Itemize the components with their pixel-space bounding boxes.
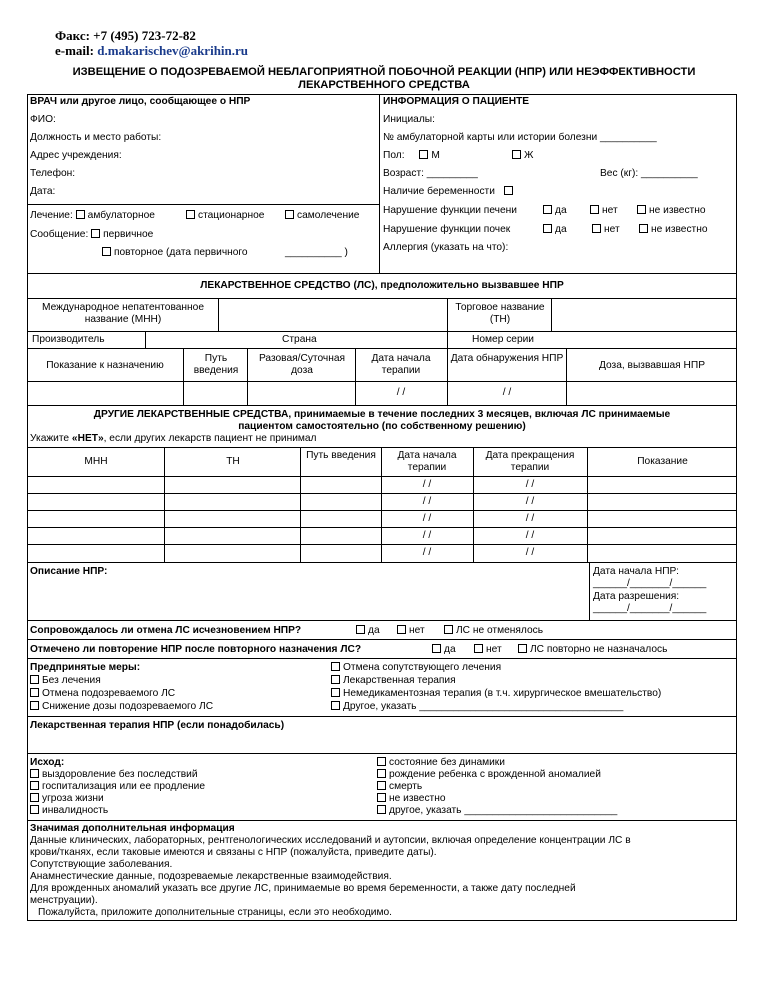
divider [589, 562, 590, 620]
npr-start-label: Дата начала НПР: [593, 566, 679, 577]
email-line [55, 43, 248, 59]
col-inn: МНН [84, 456, 108, 467]
therapy-heading: Лекарственная терапия НПР (если понадобилась) [30, 720, 285, 731]
detect-date-label: Дата обнаружения НПР [450, 353, 564, 364]
kidney-unknown [639, 224, 708, 235]
divider [379, 94, 380, 273]
withdrawal-no [397, 625, 425, 636]
outcome-label: состояние без динамики [389, 757, 505, 768]
trade-name-label: Торговое название (ТН) [455, 302, 545, 325]
checkbox-liver-yes[interactable] [543, 205, 552, 214]
checkbox-measure[interactable] [30, 688, 39, 697]
checkbox-outcome[interactable] [377, 757, 386, 766]
patient-sex-row [383, 150, 440, 161]
reporter-date-field[interactable]: Дата: [30, 186, 56, 197]
divider [27, 510, 737, 511]
row5-start[interactable]: / / [422, 547, 432, 558]
outcome-item [377, 793, 446, 804]
additional-line: Данные клинических, лабораторных, рентгенологических исследований и аутопсии, включая определение концентрации ЛС в [30, 835, 631, 846]
repeat-not-repeated-label: ЛС повторно не назначалось [530, 644, 668, 655]
npr-resolve-label: Дата разрешения: [593, 591, 680, 602]
kidney-label: Нарушение функции почек [383, 224, 511, 235]
measure-label: Лекарственная терапия [343, 675, 456, 686]
liver-unknown-label: не известно [649, 205, 706, 216]
treatment-label: Лечение: [30, 210, 73, 221]
outcome-item [30, 781, 205, 792]
treatment-inpatient-label: стационарное [198, 210, 265, 221]
checkbox-male[interactable] [419, 150, 428, 159]
checkbox-repeat-not-repeated[interactable] [518, 644, 527, 653]
treatment-self [285, 210, 359, 221]
col-stop: Дата прекращения терапии [485, 450, 575, 473]
start-date-label: Дата начала терапии [371, 353, 431, 376]
other-drugs-heading-2: пациентом самостоятельно (по собственному решению) [238, 421, 526, 432]
additional-line: крови/тканях, если таковые имеются и связаны с НПР (пожалуйста, приведите даты). [30, 847, 437, 858]
checkbox-liver-unknown[interactable] [637, 205, 646, 214]
row3-stop[interactable]: / / [525, 513, 535, 524]
withdrawal-not-cancelled-label: ЛС не отменялось [456, 625, 544, 636]
kidney-yes-label: да [555, 224, 567, 235]
reporter-fio-field[interactable]: ФИО: [30, 114, 56, 125]
form-title-line2: ЛЕКАРСТВЕННОГО СРЕДСТВА [298, 79, 470, 91]
checkbox-outcome[interactable] [377, 769, 386, 778]
row2-stop[interactable]: / / [525, 496, 535, 507]
checkbox-repeat-yes[interactable] [432, 644, 441, 653]
repeat-no-label: нет [486, 644, 502, 655]
reporter-address-field[interactable]: Адрес учреждения: [30, 150, 122, 161]
checkbox-measure[interactable] [30, 675, 39, 684]
message-primary-label: первичное [103, 229, 154, 240]
checkbox-outcome[interactable] [377, 781, 386, 790]
route-label: Путь введения [193, 353, 239, 376]
divider [473, 447, 474, 562]
checkbox-measure[interactable] [331, 701, 340, 710]
outcome-item [377, 769, 601, 780]
batch-label: Номер серии [472, 334, 534, 345]
liver-no [590, 205, 618, 216]
checkbox-withdrawal-yes[interactable] [356, 625, 365, 634]
divider [27, 348, 737, 349]
patient-card-field[interactable]: № амбулаторной карты или истории болезни __________ [383, 132, 657, 143]
description-label: Описание НПР: [30, 566, 108, 577]
treatment-outpatient-label: амбулаторное [87, 210, 155, 221]
sex-female-label: Ж [524, 150, 534, 161]
divider [27, 620, 737, 621]
withdrawal-question: Сопровождалось ли отмена ЛС исчезновением НПР? [30, 625, 302, 636]
message-repeat [102, 247, 248, 258]
checkbox-outcome[interactable] [30, 769, 39, 778]
checkbox-pregnancy[interactable] [504, 186, 513, 195]
measure-label: Немедикаментозная терапия (в т.ч. хирургическое вмешательство) [343, 688, 662, 699]
kidney-yes [543, 224, 567, 235]
divider [447, 331, 448, 348]
additional-heading: Значимая дополнительная информация [30, 823, 235, 834]
liver-label: Нарушение функции печени [383, 205, 517, 216]
measure-item [331, 701, 623, 712]
divider [551, 298, 552, 331]
reporter-phone-field[interactable]: Телефон: [30, 168, 76, 179]
measure-label: Отмена сопутствующего лечения [343, 662, 502, 673]
checkbox-self-treatment[interactable] [285, 210, 294, 219]
outcome-label: рождение ребенка с врожденной аномалией [389, 769, 601, 780]
measure-item [331, 675, 456, 686]
divider [27, 753, 737, 754]
checkbox-kidney-yes[interactable] [543, 224, 552, 233]
checkbox-repeat-no[interactable] [474, 644, 483, 653]
divider [164, 447, 165, 562]
liver-no-label: нет [602, 205, 618, 216]
col-indication: Показание [637, 456, 688, 467]
note-prefix: Укажите [30, 433, 72, 444]
col-route: Путь введения [306, 450, 376, 461]
outcome-item [377, 757, 505, 768]
measure-item [30, 675, 101, 686]
liver-unknown [637, 205, 706, 216]
checkbox-outcome[interactable] [377, 793, 386, 802]
outcome-label: другое, указать ___________________________ [389, 805, 618, 816]
repeat-no [474, 644, 502, 655]
message-repeat-date[interactable]: __________ ) [285, 247, 348, 258]
divider [218, 298, 219, 331]
dose-npr-label: Доза, вызвавшая НПР [598, 360, 705, 371]
sex-label: Пол: [383, 150, 405, 161]
divider [27, 447, 737, 448]
kidney-no-label: нет [604, 224, 620, 235]
checkbox-outpatient[interactable] [76, 210, 85, 219]
patient-weight-field[interactable]: Вес (кг): __________ [600, 168, 698, 179]
email-link[interactable]: d.makarischev@akrihin.ru [97, 43, 249, 58]
detect-date-slashes[interactable]: / / [502, 387, 512, 398]
col-trade: ТН [226, 456, 240, 467]
other-drugs-heading-1: ДРУГИЕ ЛЕКАРСТВЕННЫЕ СРЕДСТВА, принимаемые в течение последних 3 месяцев, включая ЛС принимаемые [93, 409, 671, 420]
repeat-yes [432, 644, 456, 655]
row1-start[interactable]: / / [422, 479, 432, 490]
col-start: Дата начала терапии [397, 450, 457, 473]
note-none: «НЕТ» [71, 433, 104, 444]
checkbox-measure[interactable] [331, 675, 340, 684]
checkbox-primary[interactable] [91, 229, 100, 238]
inn-label: Международное непатентованное название (МНН) [42, 302, 204, 325]
kidney-unknown-label: не известно [651, 224, 708, 235]
row5-stop[interactable]: / / [525, 547, 535, 558]
additional-line: Сопутствующие заболевания. [30, 859, 173, 870]
sex-male-label: М [431, 150, 440, 161]
withdrawal-yes [356, 625, 380, 636]
npr-start-field[interactable]: ______/_______/______ [593, 578, 707, 589]
reporter-position-field[interactable]: Должность и место работы: [30, 132, 162, 143]
row2-start[interactable]: / / [422, 496, 432, 507]
divider [27, 639, 737, 640]
divider [27, 820, 737, 821]
outcome-item [377, 805, 617, 816]
dose-label: Разовая/Суточная доза [258, 353, 346, 376]
country-label: Страна [282, 334, 317, 345]
checkbox-female[interactable] [512, 150, 521, 159]
row1-stop[interactable]: / / [525, 479, 535, 490]
measure-label: Снижение дозы подозреваемого ЛС [42, 701, 214, 712]
fax-number: Факс: +7 (495) 723-72-82 [55, 28, 196, 43]
outcome-item [30, 769, 198, 780]
divider [27, 527, 737, 528]
checkbox-measure[interactable] [331, 688, 340, 697]
withdrawal-not-cancelled [444, 625, 543, 636]
other-drugs-note [30, 433, 317, 444]
divider [566, 348, 567, 405]
outcome-label: выздоровление без последствий [42, 769, 198, 780]
divider [447, 298, 448, 331]
message-label: Сообщение: [30, 229, 89, 240]
outcome-item [30, 805, 108, 816]
divider [27, 331, 737, 332]
pregnancy-row [383, 186, 516, 197]
divider [27, 562, 737, 563]
outcome-label: смерть [389, 781, 423, 792]
additional-line: Для врожденных аномалий указать все другие ЛС, принимаемые во время беременности, а также дату последней [30, 883, 576, 894]
checkbox-measure[interactable] [30, 701, 39, 710]
repeat-yes-label: да [444, 644, 456, 655]
treatment-self-label: самолечение [297, 210, 360, 221]
npr-resolve-field[interactable]: ______/_______/______ [593, 603, 707, 614]
divider [27, 405, 737, 406]
additional-line: Пожалуйста, приложите дополнительные страницы, если это необходимо. [38, 907, 392, 918]
divider [300, 447, 301, 562]
patient-initials-field[interactable]: Инициалы: [383, 114, 435, 125]
divider [145, 331, 146, 348]
row3-start[interactable]: / / [422, 513, 432, 524]
additional-line: Анамнестические данные, подозреваемые лекарственные взаимодействия. [30, 871, 392, 882]
manufacturer-label: Производитель [32, 334, 105, 345]
divider [381, 447, 382, 562]
note-suffix: , если других лекарств пациент не принимал [103, 433, 317, 444]
kidney-no [592, 224, 620, 235]
divider [587, 447, 588, 562]
allergy-field[interactable]: Аллергия (указать на что): [383, 242, 509, 253]
divider [27, 493, 737, 494]
indication-label: Показание к назначению [46, 360, 164, 371]
measure-item [331, 688, 661, 699]
withdrawal-no-label: нет [409, 625, 425, 636]
additional-line: менструации). [30, 895, 98, 906]
divider [27, 204, 379, 205]
repeat-not-repeated [518, 644, 667, 655]
divider [27, 381, 737, 382]
patient-heading: ИНФОРМАЦИЯ О ПАЦИЕНТЕ [383, 96, 530, 107]
measure-label: Отмена подозреваемого ЛС [42, 688, 176, 699]
checkbox-withdrawal-not-cancelled[interactable] [444, 625, 453, 634]
checkbox-kidney-unknown[interactable] [639, 224, 648, 233]
form-title-line1: ИЗВЕЩЕНИЕ О ПОДОЗРЕВАЕМОЙ НЕБЛАГОПРИЯТНОЙ ПОБОЧНОЙ РЕАКЦИИ (НПР) ИЛИ НЕЭФФЕКТИВНОСТИ [72, 66, 696, 78]
repeat-question: Отмечено ли повторение НПР после повторного назначения ЛС? [30, 644, 362, 655]
email-label: e-mail: [55, 43, 94, 58]
checkbox-outcome[interactable] [30, 793, 39, 802]
pregnancy-label: Наличие беременности [383, 186, 495, 197]
measure-item [30, 688, 175, 699]
checkbox-liver-no[interactable] [590, 205, 599, 214]
measure-item [331, 662, 501, 673]
treatment-row [30, 210, 155, 221]
divider [27, 273, 737, 274]
treatment-inpatient [186, 210, 264, 221]
checkbox-repeat[interactable] [102, 247, 111, 256]
liver-yes [543, 205, 567, 216]
patient-age-field[interactable]: Возраст: _________ [383, 168, 478, 179]
measures-heading: Предпринятые меры: [30, 662, 141, 673]
divider [27, 716, 737, 717]
checkbox-withdrawal-no[interactable] [397, 625, 406, 634]
checkbox-outcome[interactable] [30, 781, 39, 790]
outcome-label: не известно [389, 793, 446, 804]
divider [27, 476, 737, 477]
divider [447, 348, 448, 405]
checkbox-kidney-no[interactable] [592, 224, 601, 233]
checkbox-inpatient[interactable] [186, 210, 195, 219]
checkbox-outcome[interactable] [30, 805, 39, 814]
divider [183, 348, 184, 405]
measure-item [30, 701, 213, 712]
start-date-slashes[interactable]: / / [396, 387, 406, 398]
withdrawal-yes-label: да [368, 625, 380, 636]
message-repeat-label: повторное (дата первичного [114, 247, 248, 258]
row4-start[interactable]: / / [422, 530, 432, 541]
measure-label: Без лечения [42, 675, 101, 686]
liver-yes-label: да [555, 205, 567, 216]
divider [27, 658, 737, 659]
outcome-heading: Исход: [30, 757, 65, 768]
suspect-drug-heading: ЛЕКАРСТВЕННОЕ СРЕДСТВО (ЛС), предположительно вызвавшее НПР [200, 280, 564, 291]
patient-sex-female [512, 150, 533, 161]
message-row [30, 229, 153, 240]
divider [247, 348, 248, 405]
outcome-label: инвалидность [42, 805, 109, 816]
checkbox-measure[interactable] [331, 662, 340, 671]
checkbox-outcome[interactable] [377, 805, 386, 814]
divider [27, 298, 737, 299]
reporter-heading: ВРАЧ или другое лицо, сообщающее о НПР [30, 96, 251, 107]
divider [355, 348, 356, 405]
divider [27, 544, 737, 545]
outcome-label: госпитализация или ее продление [42, 781, 205, 792]
outcome-item [30, 793, 104, 804]
outcome-label: угроза жизни [42, 793, 104, 804]
measure-label: Другое, указать ____________________________________ [343, 701, 624, 712]
outcome-item [377, 781, 422, 792]
row4-stop[interactable]: / / [525, 530, 535, 541]
